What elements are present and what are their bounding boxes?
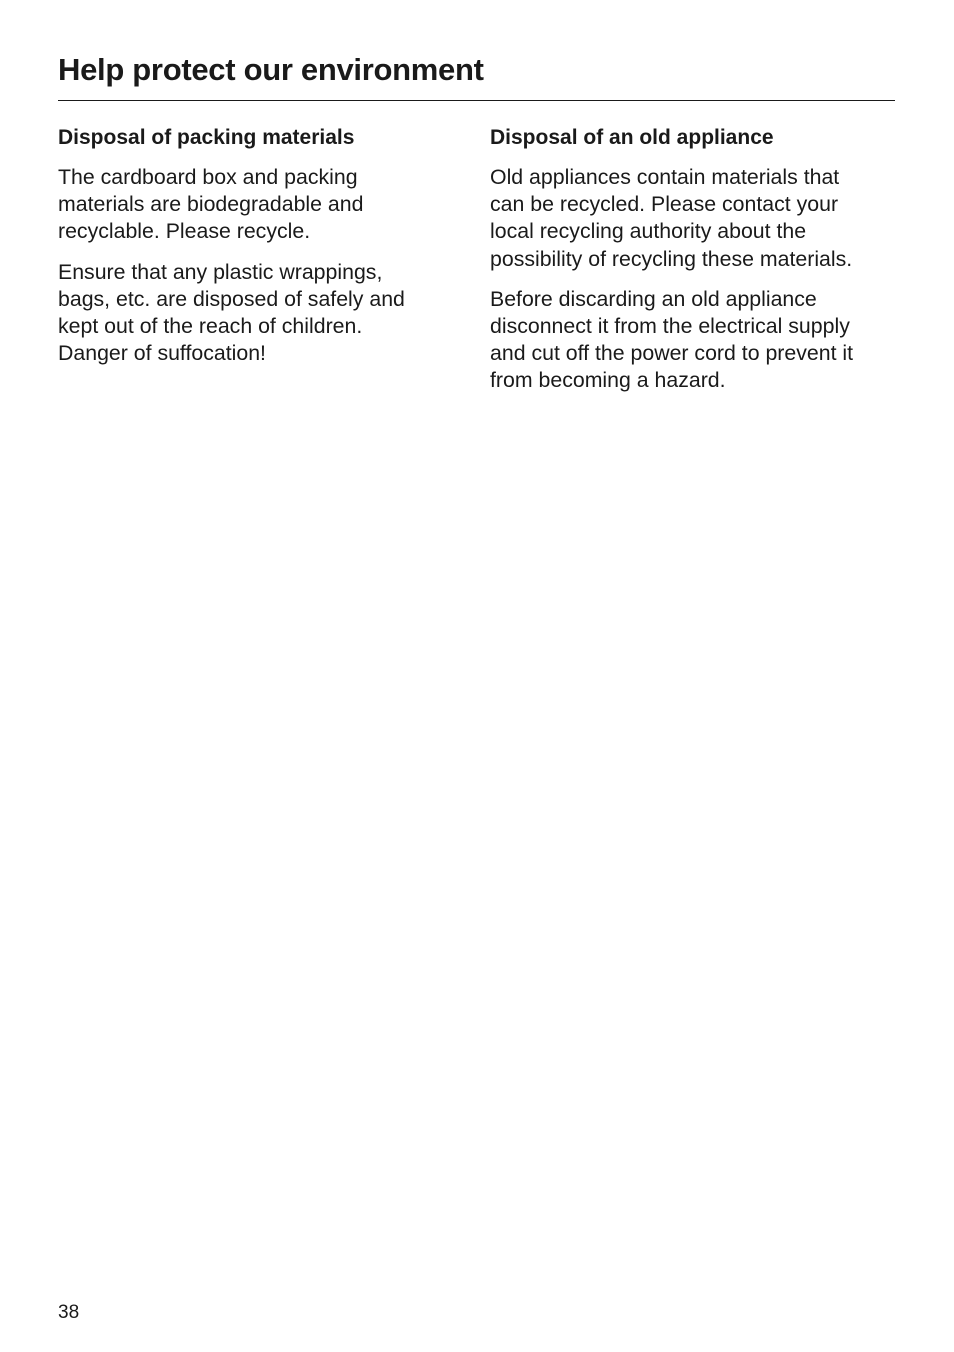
text-line: recyclable. Please recycle. [58,219,311,244]
text-line: Danger of suffocation! [58,341,266,366]
title-divider [58,100,895,101]
text-line: Before discarding an old appliance [490,286,817,311]
text-line: The cardboard box and packing [58,165,358,189]
section-old-appliance [490,124,895,408]
text-line: can be recycled. Please contact your [490,192,839,217]
paragraph-recycle-appliance [490,164,895,273]
page-title: Help protect our environment [58,52,484,87]
section-heading-packing: Disposal of packing materials [58,126,355,149]
paragraph-plastic-warning [58,259,458,368]
section-heading-old-appliance: Disposal of an old appliance [490,126,774,149]
text-line: local recycling authority about the [490,219,807,244]
page-number: 38 [58,1302,80,1323]
text-line: materials are biodegradable and [58,192,364,217]
text-line: bags, etc. are disposed of safely and [58,286,405,311]
text-line: and cut off the power cord to prevent it [490,341,854,366]
text-line: Ensure that any plastic wrappings, [58,259,383,284]
section-packing-materials [58,124,458,380]
text-line: kept out of the reach of children. [58,314,363,339]
text-line: Old appliances contain materials that [490,165,840,189]
text-line: possibility of recycling these materials. [490,246,853,271]
text-line: from becoming a hazard. [490,368,726,393]
paragraph-disconnect-appliance [490,286,895,395]
paragraph-recycle-packaging [58,164,458,246]
text-line: disconnect it from the electrical supply [490,314,850,339]
